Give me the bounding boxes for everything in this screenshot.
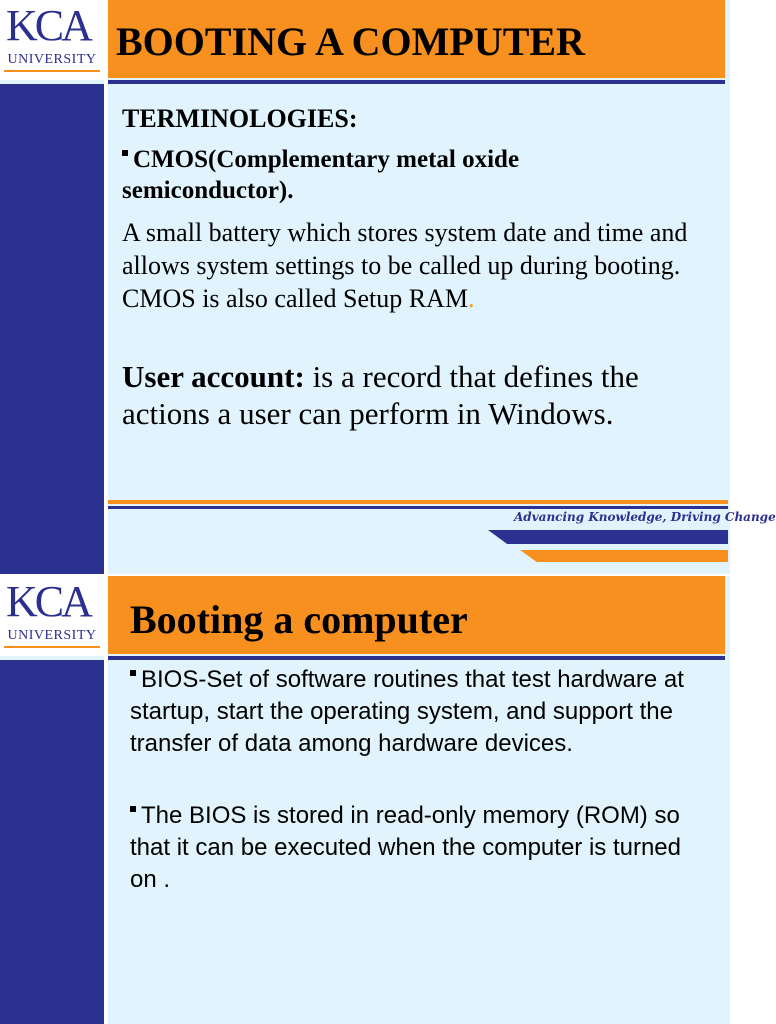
logo-university-text: UNIVERSITY <box>7 628 97 643</box>
title-underline <box>108 80 725 84</box>
bullet-text: BIOS-Set of software routines that test hardware at startup, start the operating system, and support the transfer of data among hardware devices. <box>130 666 684 757</box>
footer-blue-line <box>108 506 728 509</box>
bullet-bios-definition <box>130 664 710 760</box>
left-sidebar-band <box>0 84 104 574</box>
footer-orange-stripe <box>520 550 728 562</box>
cmos-heading <box>122 144 682 206</box>
bullet-square-icon <box>130 806 136 812</box>
cmos-description-end: . <box>467 284 475 313</box>
footer-blue-stripe <box>488 530 728 544</box>
logo-mark-text: KCA <box>6 577 90 626</box>
left-sidebar-band <box>0 660 104 1024</box>
footer-orange-line <box>108 500 728 504</box>
slide-title: BOOTING A COMPUTER <box>116 19 585 64</box>
terminologies-heading: TERMINOLOGIES: <box>122 104 358 133</box>
cmos-description <box>122 216 702 315</box>
left-divider <box>104 0 108 574</box>
bullet-text: The BIOS is stored in read-only memory (ROM) so that it can be executed when the computer is turned on . <box>130 802 682 893</box>
logo-university-text: UNIVERSITY <box>7 52 97 67</box>
logo-mark <box>6 1 90 50</box>
title-underline <box>108 656 725 660</box>
kca-university-logo <box>0 576 104 656</box>
tagline: Advancing Knowledge, Driving Change <box>514 510 776 524</box>
user-account-definition-text: is a record that defines the actions a user can perform in Windows. <box>122 359 639 431</box>
user-account-definition <box>122 358 702 432</box>
logo-mark <box>6 577 90 626</box>
kca-university-logo <box>0 0 104 80</box>
bullet-square-icon <box>130 670 136 676</box>
logo-underline <box>4 70 100 72</box>
user-account-term: User account: <box>122 359 305 394</box>
logo-underline <box>4 646 100 648</box>
bullet-square-icon <box>122 150 128 156</box>
bullet-bios-storage <box>130 800 710 896</box>
logo-mark-text: KCA <box>6 1 90 50</box>
cmos-heading-text: CMOS(Complementary metal oxide semiconductor). <box>122 146 520 204</box>
slide-title: Booting a computer <box>130 597 468 642</box>
cmos-description-text: A small battery which stores system date and time and allows system settings to be called up during booting. CMOS is also called Setup RAM <box>122 218 688 313</box>
